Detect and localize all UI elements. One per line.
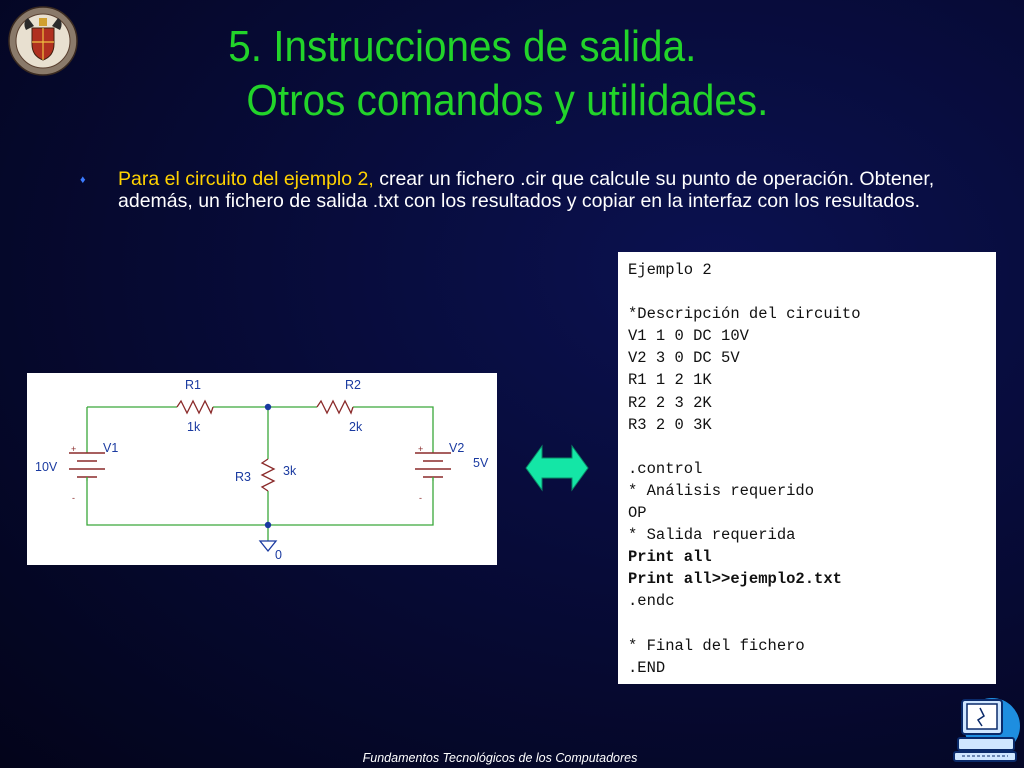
v2-plus: + (418, 444, 424, 454)
node-2 (265, 404, 271, 410)
battery-v1 (69, 453, 105, 481)
battery-v2 (415, 453, 451, 481)
v2-minus: - (419, 493, 422, 503)
code-line: R1 1 2 1K (628, 371, 712, 390)
code-line: .END (628, 658, 666, 677)
footer-text: Fundamentos Tecnológicos de los Computadores (362, 751, 638, 765)
v1-label: V1 (103, 441, 119, 455)
code-line: *Descripción del circuito (628, 305, 861, 324)
code-line: Print all (628, 548, 712, 567)
code-line: V1 1 0 DC 10V (628, 327, 749, 346)
resistor-r2 (317, 401, 353, 413)
code-line: V2 3 0 DC 5V (628, 349, 740, 368)
code-line: Print all>>ejemplo2.txt (628, 570, 842, 589)
code-line: * Salida requerida (628, 526, 796, 545)
code-line (628, 436, 986, 458)
code-listing (618, 252, 996, 684)
v1-value: 10V (35, 460, 58, 474)
code-line: .endc (628, 592, 675, 611)
v1-minus: - (72, 493, 75, 503)
slide-title (41, 20, 983, 128)
r3-label: R3 (235, 470, 251, 484)
r3-value: 3k (283, 464, 297, 478)
double-arrow-icon (524, 444, 590, 492)
r1-value: 1k (187, 420, 201, 434)
r2-label: R2 (345, 378, 361, 392)
title-line-2: Otros comandos y utilidades. (246, 76, 769, 125)
title-line-1: 5. Instrucciones de salida. (228, 22, 697, 71)
v1-plus: + (71, 444, 77, 454)
node-ground (265, 522, 271, 528)
resistor-r3 (262, 459, 274, 491)
circuit-diagram (27, 373, 497, 565)
code-line (628, 281, 986, 303)
bullet-diamond-icon: ♦ (80, 174, 86, 186)
v2-value: 5V (473, 456, 489, 470)
r1-label: R1 (185, 378, 201, 392)
code-line: R2 2 3 2K (628, 393, 712, 412)
code-line: R3 2 0 3K (628, 415, 712, 434)
code-line: Ejemplo 2 (628, 261, 712, 279)
code-line: * Final del fichero (628, 636, 805, 655)
code-line: * Análisis requerido (628, 481, 815, 500)
bullet-paragraph (118, 168, 988, 212)
resistor-r1 (177, 401, 213, 413)
code-line (628, 613, 986, 635)
ground-label: 0 (275, 548, 282, 562)
code-line: .control (628, 459, 703, 478)
bullet-body-text: crear un fichero .cir que calcule su punto de operación. Obtener, además, un fichero de salida .txt con los resultados y copiar en la interfaz con los resultados. (118, 168, 935, 212)
ground-symbol (260, 541, 276, 551)
v2-label: V2 (449, 441, 465, 455)
code-line: OP (628, 504, 647, 523)
bullet-highlight-text: Para el circuito del ejemplo 2, (118, 168, 374, 190)
r2-value: 2k (349, 420, 363, 434)
